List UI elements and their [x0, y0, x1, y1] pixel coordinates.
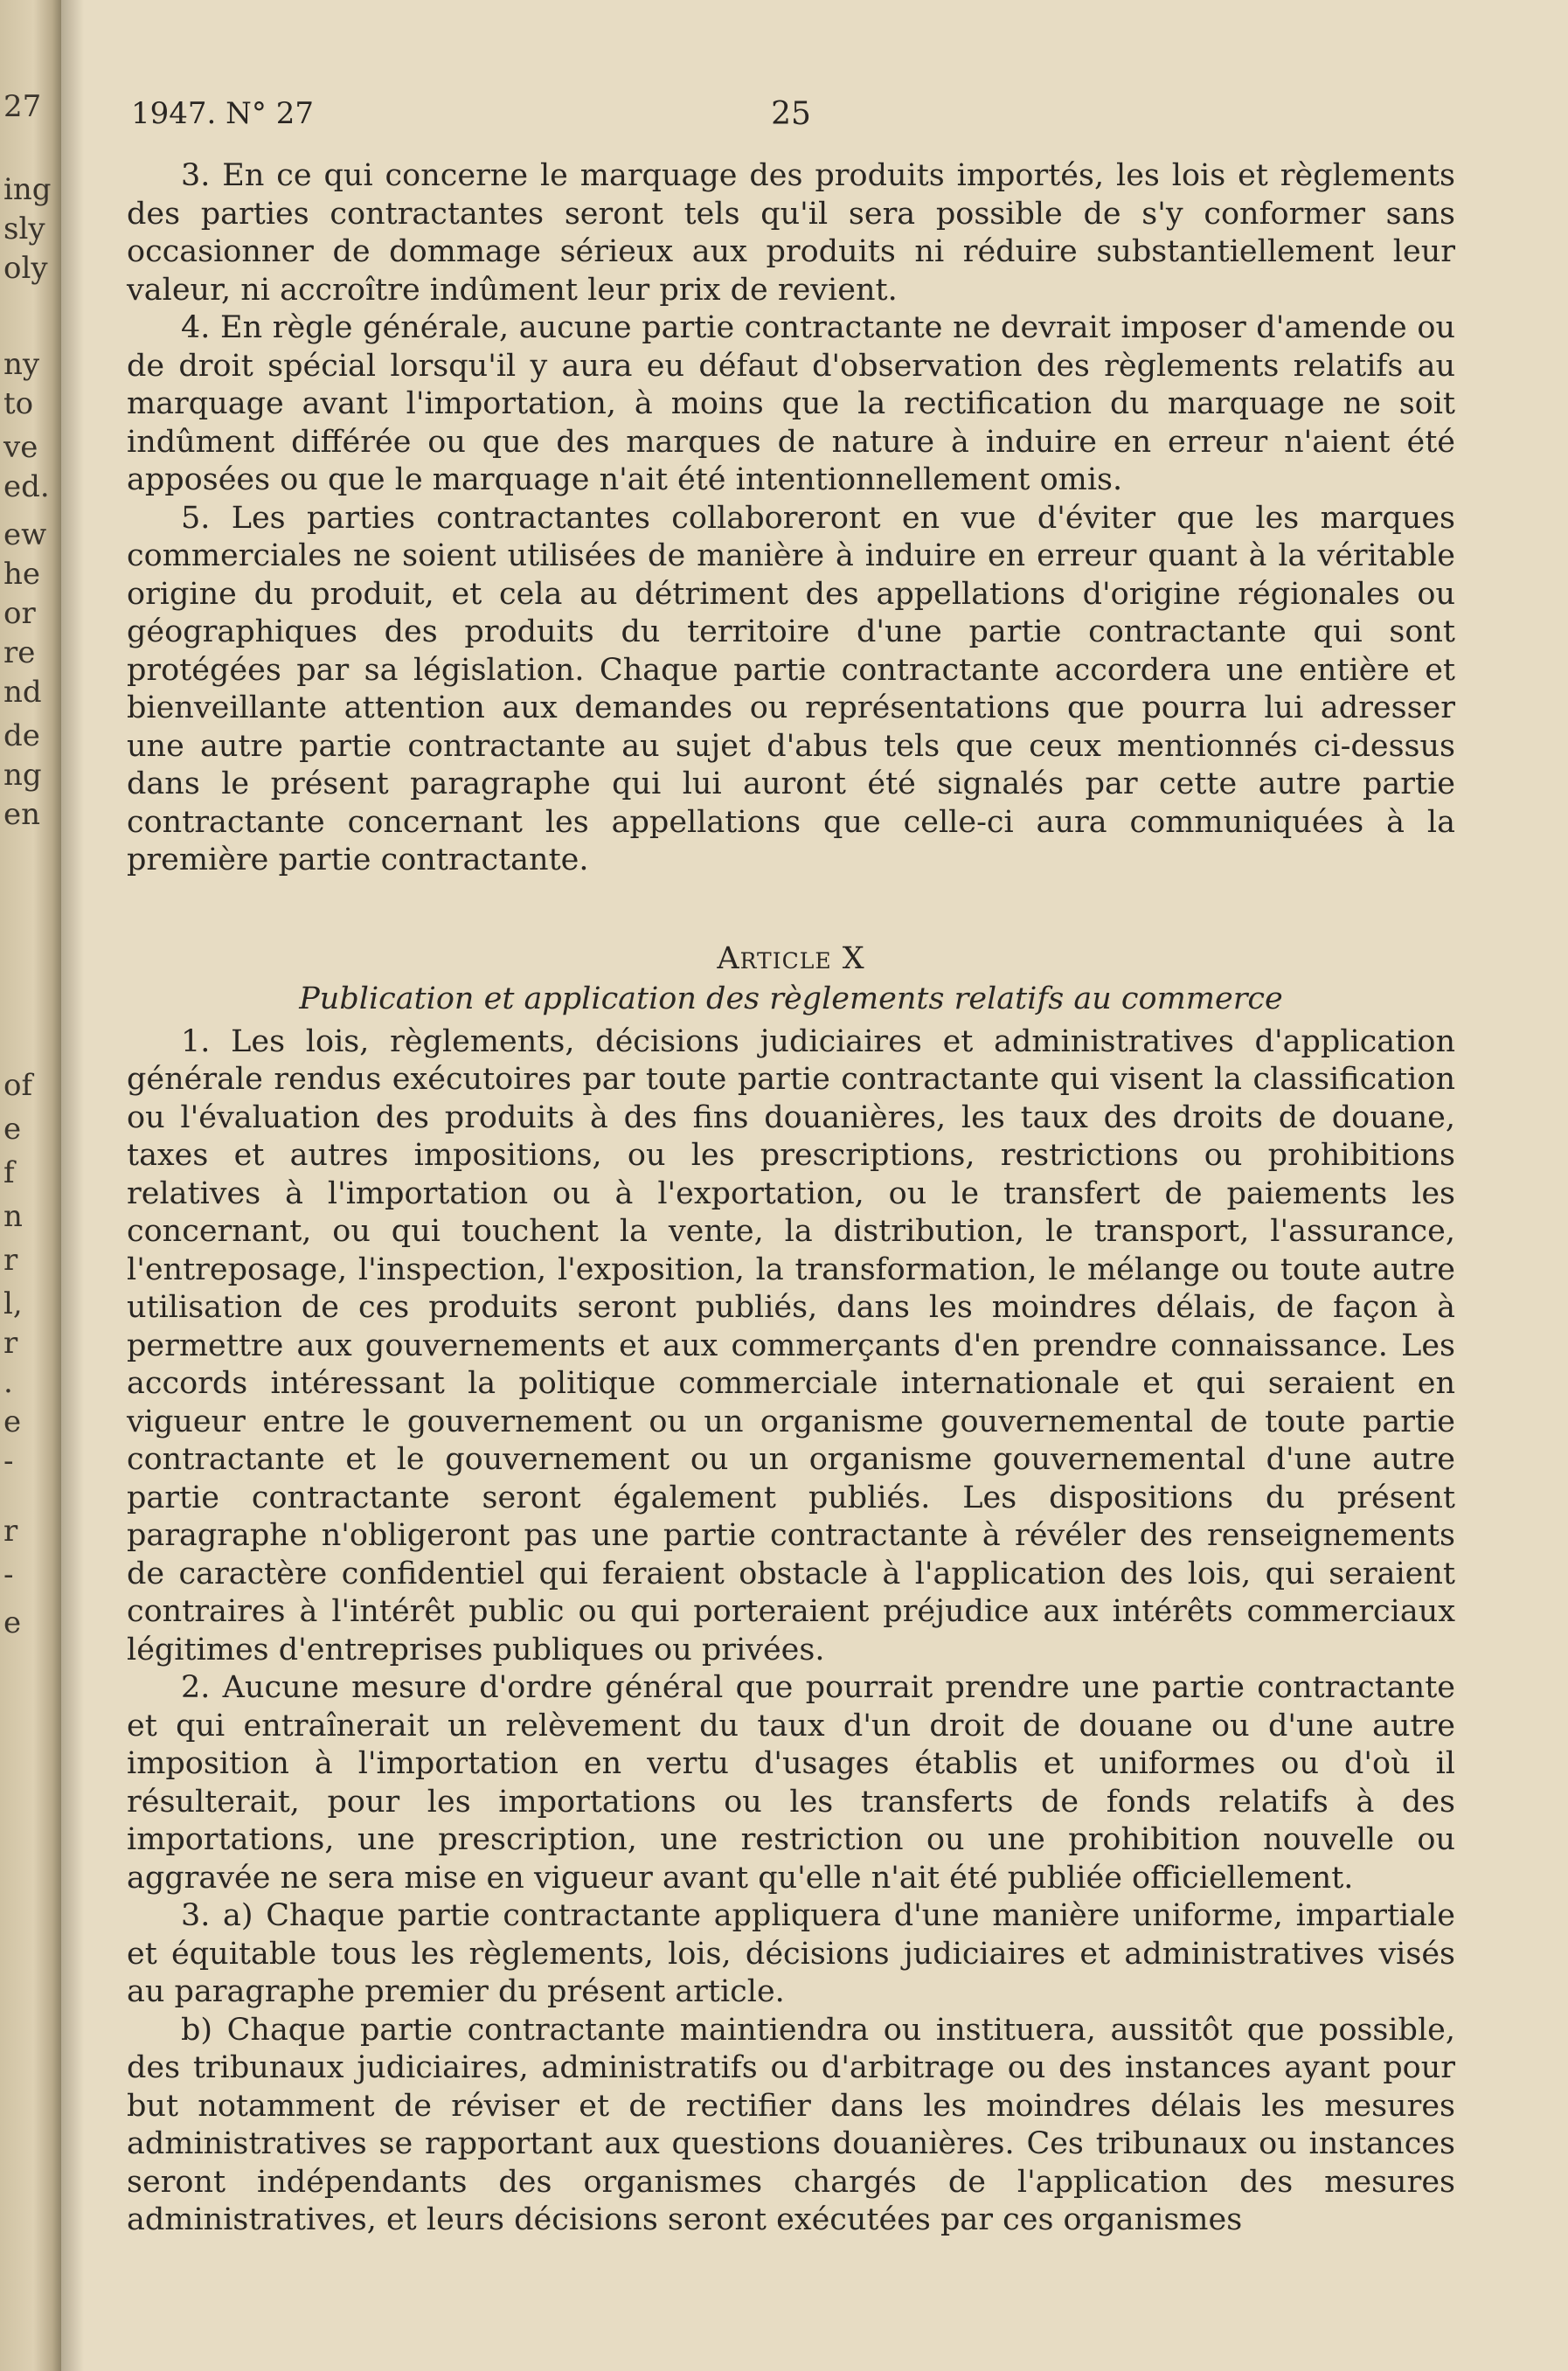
running-head	[127, 96, 1455, 157]
left-page-fragment: nd	[3, 675, 42, 710]
left-page-fragment: l,	[3, 1286, 23, 1321]
article-paragraph-2: 2. Aucune mesure d'ordre général que pourrait prendre une partie contractante et qui entraînerait un relèvement du taux d'un droit de douane ou d'une autre imposition à l'importation en vertu d'usages établis et uniformes ou d'où il résulterait, pour les importations ou les transferts de fonds relatifs à des importations, une prescription, une restriction ou une prohibition nouvelle ou aggravée ne sera mise en vigueur avant qu'elle n'ait été publiée officiellement.	[127, 1670, 1455, 1896]
article-paragraph-3a: 3. a) Chaque partie contractante appliquera d'une manière uniforme, impartiale et équitable tous les règlements, lois, décisions judiciaires et administratives visés au paragraphe premier du présent article.	[127, 1898, 1455, 2009]
left-page-fragment: n	[3, 1199, 23, 1234]
paragraph-3: 3. En ce qui concerne le marquage des produits importés, les lois et règlements des parties contractantes seront tels qu'il sera possible de s'y conformer sans occasionner de dommage sérieux aux produits ni réduire substantiellement leur valeur, ni accroître indûment leur prix de revient.	[127, 158, 1455, 308]
left-page-fragment: to	[3, 386, 34, 421]
running-head-left: 1947. N° 27	[131, 96, 314, 131]
left-page-fragment: r	[3, 1243, 18, 1278]
left-page-fragment: of	[3, 1068, 33, 1103]
left-page-fragment: en	[3, 797, 41, 832]
left-page-fragment: oly	[3, 251, 48, 286]
article-paragraph-1: 1. Les lois, règlements, décisions judiciaires et administratives d'application générale rendus exécutoires par toute partie contractante qui visent la classification ou l'évaluation des produits à des fins douanières, les taux des droits de douane, taxes et autres impositions, ou les prescriptions, restrictions ou prohibitions relatives à l'importation ou à l'exportation, ou le transfert de paiements les concernant, ou qui touchent la vente, la distribution, le transport, l'assurance, l'entreposage, l'inspection, l'exposition, la transformation, le mélange ou toute autre utilisation de ces produits seront publiés, dans les moindres délais, de façon à permettre aux gouvernements et aux commerçants d'en prendre connaissance. Les accords intéressant la politique commerciale internationale et qui seraient en vigueur entre le gouvernement ou un organisme gouvernemental de toute partie contractante et le gouvernement ou un organisme gouvernemental d'une autre partie contractante seront également publiés. Les dispositions du présent paragraphe n'obligeront pas une partie contractante à révéler des renseignements de caractère confidentiel qui feraient obstacle à l'application des lois, qui seraient contraires à l'intérêt public ou qui porteraient préjudice aux intérêts commerciaux légitimes d'entreprises publiques ou privées.	[127, 1023, 1455, 1667]
article-title: Article X	[717, 940, 865, 976]
paragraph-5: 5. Les parties contractantes collaboreront en vue d'éviter que les marques commerciales ne soient utilisées de manière à induire en erreur quant à la véritable origine du produit, et cela au détriment des appellations d'origine régionales ou géographiques des produits du territoire d'une partie contractante qui sont protégées par sa législation. Chaque partie contractante accordera une entière et bienveillante attention aux demandes ou représentations que pourra lui adresser une autre partie contractante au sujet d'abus tels que ceux mentionnés ci-dessus dans le présent paragraphe qui lui auront été signalés par cette autre partie contractante concernant les appellations que celle-ci aura communiquées à la première partie contractante.	[127, 500, 1455, 877]
left-page-fragment: de	[3, 718, 40, 753]
left-page-fragment: .	[3, 1365, 13, 1400]
gutter-shadow	[61, 0, 84, 2371]
document-page	[127, 96, 1455, 2240]
left-page-fragment: 27	[3, 89, 42, 124]
left-page-fragment: ing	[3, 172, 52, 207]
left-page-fragment: e	[3, 1404, 22, 1439]
left-page-fragment: -	[3, 1557, 14, 1592]
left-page-fragment: r	[3, 1326, 18, 1361]
left-page-fragment: ve	[3, 430, 38, 465]
article-paragraph-3b: b) Chaque partie contractante maintiendra ou instituera, aussitôt que possible, des tribunaux judiciaires, administratifs ou d'arbitrage ou des instances ayant pour but notamment de réviser et de rectifier dans les moindres délais les mesures administratives se rapportant aux questions douanières. Ces tribunaux ou instances seront indépendants des organismes chargés de l'application des mesures administratives, et leurs décisions seront exécutées par ces organismes	[127, 2012, 1455, 2237]
left-page-fragment: sly	[3, 211, 45, 246]
left-page-fragment: f	[3, 1155, 15, 1190]
left-page-fragment: ny	[3, 347, 40, 382]
page-number: 25	[771, 96, 811, 132]
article-subtitle: Publication et application des règlements relatifs au commerce	[299, 981, 1283, 1016]
left-page-fragment: -	[3, 1444, 14, 1479]
left-page-fragment: or	[3, 596, 36, 631]
left-page-fragment: e	[3, 1112, 22, 1147]
left-page-fragment: ed.	[3, 469, 50, 504]
left-page-fragment: re	[3, 635, 36, 670]
left-page-fragment: r	[3, 1514, 18, 1549]
left-page-fragment: ng	[3, 758, 42, 793]
left-page-fragment: e	[3, 1605, 22, 1640]
left-page-fragment: he	[3, 557, 41, 592]
left-page-fragment: ew	[3, 517, 47, 552]
paragraph-4: 4. En règle générale, aucune partie contractante ne devrait imposer d'amende ou de droit spécial lorsqu'il y aura eu défaut d'observation des règlements relatifs au marquage avant l'importation, à moins que la rectification du marquage ne soit indûment différée ou que des marques de nature à induire en erreur n'aient été apposées ou que le marquage n'ait été intentionnellement omis.	[127, 310, 1455, 497]
